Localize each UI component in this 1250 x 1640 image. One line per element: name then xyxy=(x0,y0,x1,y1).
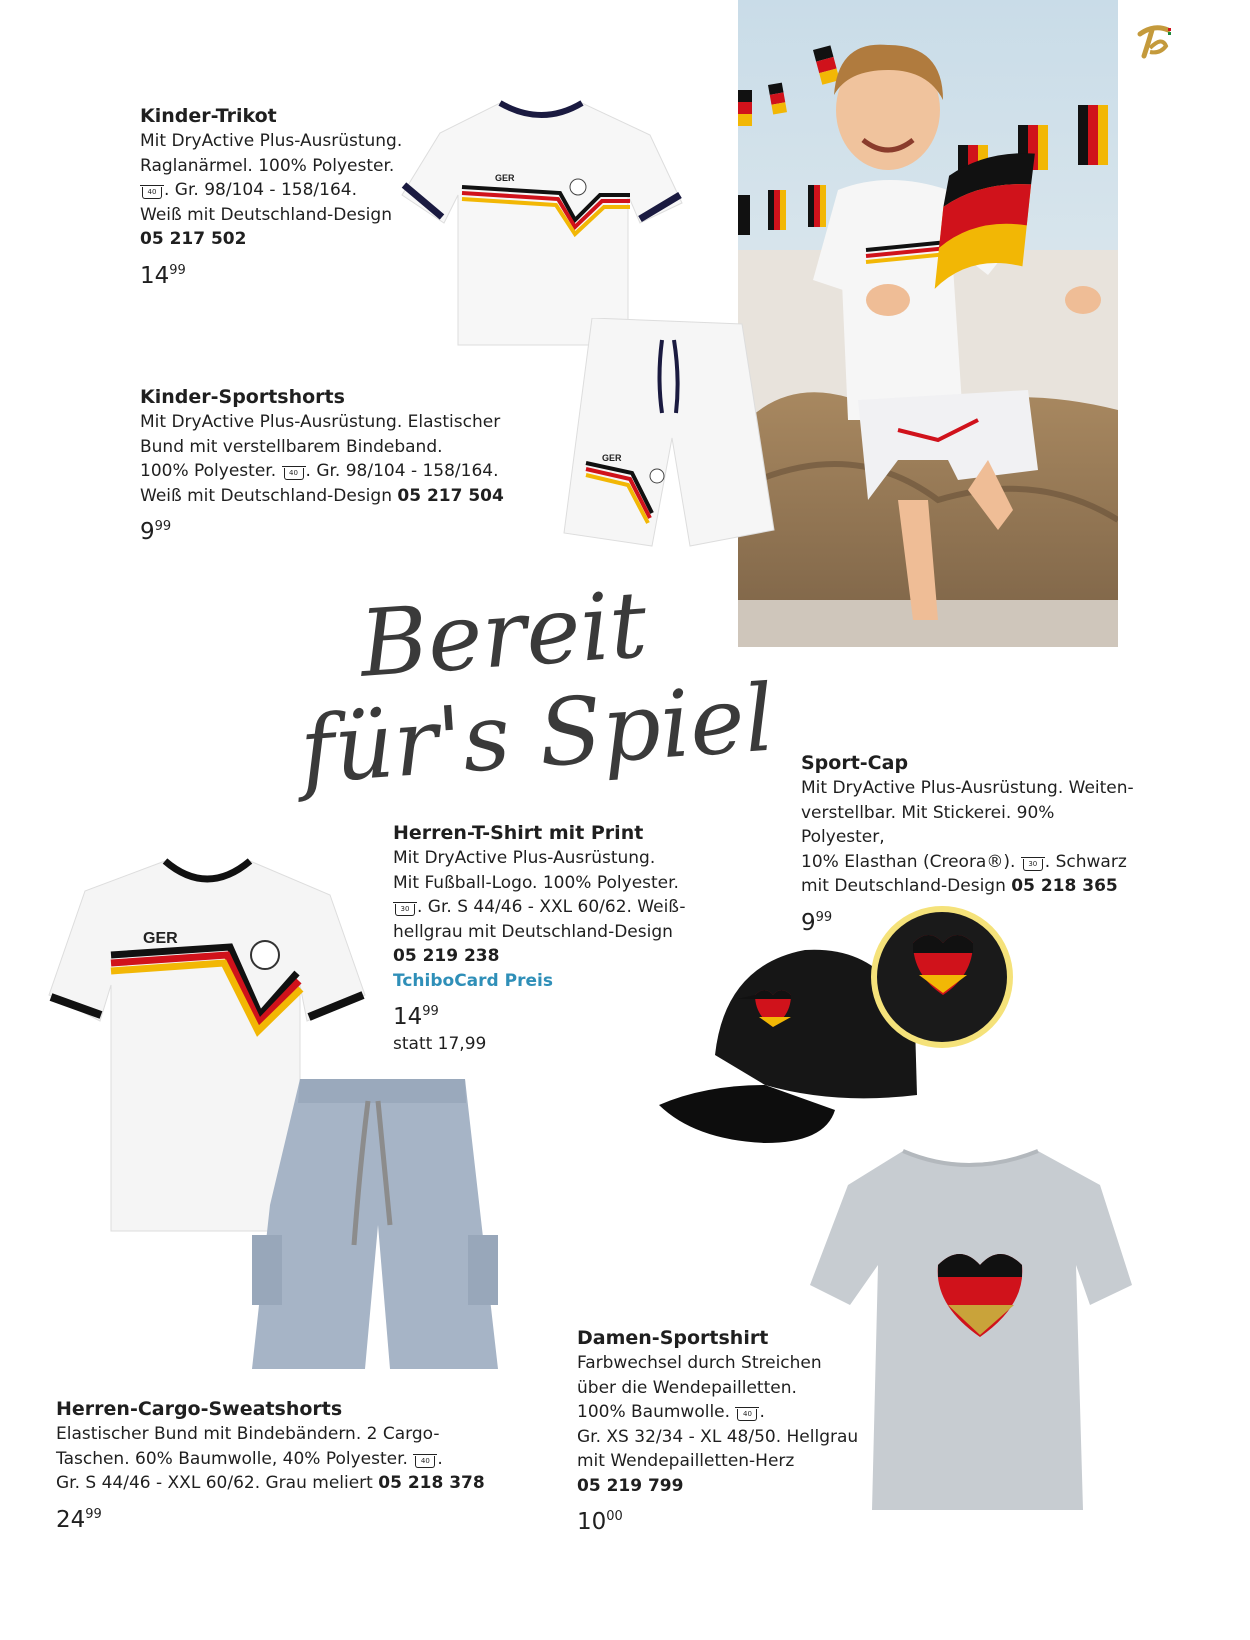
kinder-shorts-image xyxy=(562,318,777,550)
product-desc-line: verstellbar. Mit Stickerei. 90% Polyester, xyxy=(801,802,1055,847)
article-number: 05 217 502 xyxy=(140,229,247,249)
product-desc-line: Mit DryActive Plus-Ausrüstung. xyxy=(393,848,656,868)
child-in-germany-jersey-photo xyxy=(738,0,1118,647)
herren-cargo-info: Herren-Cargo-Sweatshorts Elastischer Bund mit Bindebändern. 2 Cargo- Taschen. 60% Baumwolle, 40% Polyester. 40 . Gr. S 44/46 - XXL 60/62. Grau meliert 05 218 378 $24^{99}$ xyxy=(56,1398,485,1533)
product-desc-line: . Gr. 98/104 - 158/164. xyxy=(164,180,357,200)
product-desc-line: Bund mit verstellbarem Bindeband. xyxy=(140,436,443,457)
product-title: Herren-Cargo-Sweatshorts xyxy=(56,1398,343,1420)
old-price: statt 17,99 xyxy=(393,1034,487,1054)
wash-40-icon: 40 xyxy=(737,1409,757,1421)
product-title: Kinder-Trikot xyxy=(140,105,277,127)
wash-40-icon: 40 xyxy=(415,1456,435,1468)
product-desc-line: Mit Fußball-Logo. 100% Polyester. xyxy=(393,872,679,893)
product-desc-line: Weiß mit Deutschland-Design xyxy=(140,204,392,225)
product-desc-line: Mit DryActive Plus-Ausrüstung. xyxy=(140,131,403,151)
svg-text:GER: GER xyxy=(602,453,622,463)
article-number: 05 218 378 xyxy=(378,1473,485,1493)
product-desc-line: mit Wendepailletten-Herz xyxy=(577,1451,795,1471)
article-number: 05 218 365 xyxy=(1011,876,1118,896)
article-number: 05 217 504 xyxy=(397,485,504,506)
price: $10^{00}$ xyxy=(577,1509,623,1535)
headline-line1: Bereit xyxy=(356,571,651,698)
product-desc-line: über die Wendepailletten. xyxy=(577,1377,797,1398)
herren-cargo-shorts-image xyxy=(250,1075,500,1375)
svg-text:GER: GER xyxy=(495,173,515,183)
sport-cap-info: Sport-Cap Mit DryActive Plus-Ausrüstung. Weiten- verstellbar. Mit Stickerei. 90% Polyester, 10% Elasthan (Creora®). 30 . Schwarz mit Deutschland-Design 05 218 365 $9^{99}$ xyxy=(801,750,1141,938)
price: $9^{99}$ xyxy=(140,519,172,545)
product-title: Damen-Sportshirt xyxy=(577,1327,769,1349)
price: $24^{99}$ xyxy=(56,1506,102,1533)
wash-30-icon: 30 xyxy=(395,904,415,916)
price: $14^{99}$ xyxy=(140,262,186,289)
product-desc-line: Farbwechsel durch Streichen xyxy=(577,1353,822,1373)
price: $14^{99}$ xyxy=(393,1004,439,1030)
product-desc-line: Gr. XS 32/34 - XL 48/50. Hellgrau xyxy=(577,1426,859,1447)
herren-tshirt-info: Herren-T-Shirt mit Print Mit DryActive Plus-Ausrüstung. Mit Fußball-Logo. 100% Polyester. 30 . Gr. S 44/46 - XXL 60/62. Weiß- hellgrau mit Deutschland-Design 05 219 238 TchiboCard Preis $14^{99}$ statt 17,99 xyxy=(393,820,713,1057)
article-number: 05 219 238 xyxy=(393,946,500,966)
wash-40-icon: 40 xyxy=(284,468,304,480)
headline-line2: für's Spiel xyxy=(296,664,778,805)
product-title: Herren-T-Shirt mit Print xyxy=(393,822,644,844)
tchibocard-price-label: TchiboCard Preis xyxy=(393,970,553,991)
price: $9^{99}$ xyxy=(801,909,833,936)
damen-shirt-info: Damen-Sportshirt Farbwechsel durch Streichen über die Wendepailletten. 100% Baumwolle. 40 . Gr. XS 32/34 - XL 48/50. Hellgrau mit Wendepailletten-Herz 05 219 799 $10^{00}$ xyxy=(577,1325,877,1537)
product-desc-line: Raglanärmel. 100% Polyester. xyxy=(140,155,395,176)
wash-30-icon: 30 xyxy=(1023,859,1043,871)
wash-40-icon: 40 xyxy=(142,187,162,199)
product-title: Sport-Cap xyxy=(801,752,909,774)
product-desc-line: Mit DryActive Plus-Ausrüstung. Weiten- xyxy=(801,778,1134,798)
product-desc-line: Mit DryActive Plus-Ausrüstung. Elastischer xyxy=(140,412,501,432)
article-number: 05 219 799 xyxy=(577,1475,684,1496)
product-title: Kinder-Sportshorts xyxy=(140,386,345,408)
svg-text:GER: GER xyxy=(143,930,178,947)
tchibo-logo-icon xyxy=(1134,22,1174,62)
product-desc-line: hellgrau mit Deutschland-Design xyxy=(393,921,673,942)
kinder-trikot-info xyxy=(140,103,480,291)
product-desc-line: Elastischer Bund mit Bindebändern. 2 Cargo- xyxy=(56,1424,440,1444)
kinder-shorts-info: Kinder-Sportshorts Mit DryActive Plus-Ausrüstung. Elastischer Bund mit verstellbarem Bindeband. 100% Polyester. 40 . Gr. 98/104 - 158/164. Weiß mit Deutschland-Design 05 217 504 $9^{99}$ xyxy=(140,384,540,547)
